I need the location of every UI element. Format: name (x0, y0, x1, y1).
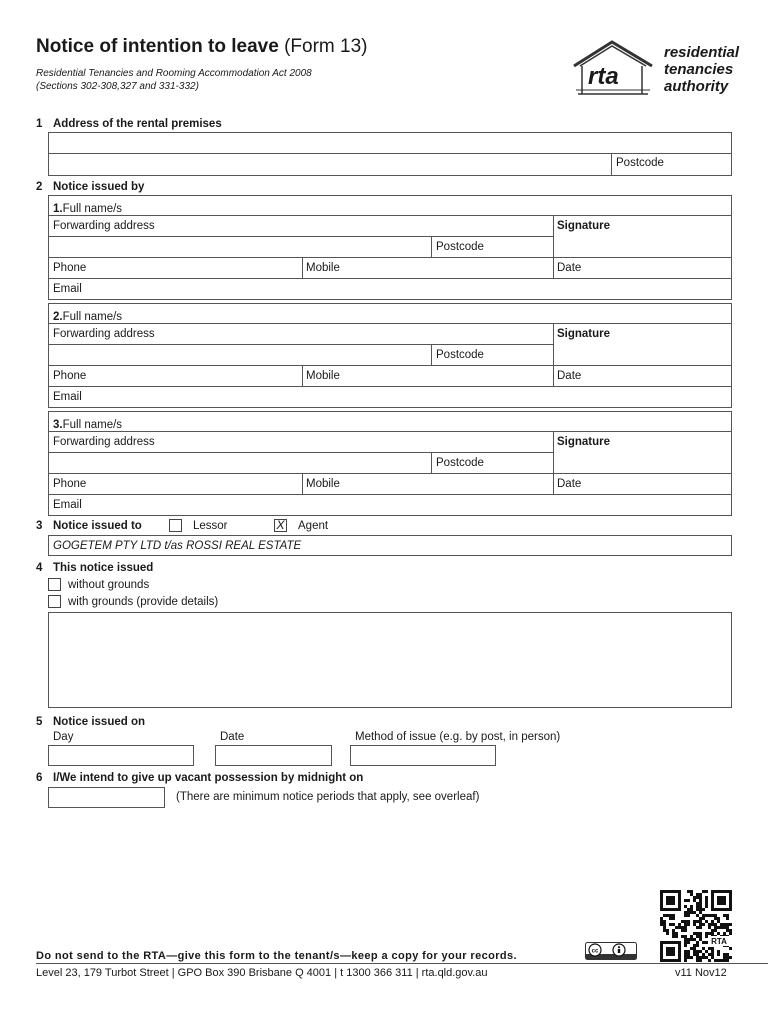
person-1-postcode-label: Postcode (436, 241, 484, 253)
person-2-postcode-label: Postcode (436, 349, 484, 361)
lessor-checkbox[interactable] (169, 519, 182, 532)
logo-wordmark: residential tenancies authority (664, 44, 740, 95)
person-2-phone-label: Phone (53, 370, 87, 382)
address-postcode-label: Postcode (616, 157, 664, 169)
notice-recipient-value: GOGETEM PTY LTD t/as ROSSI REAL ESTATE (53, 540, 302, 552)
footer-divider (36, 963, 768, 964)
section-1-number: 1 (36, 118, 43, 130)
footer-warning: Do not send to the RTA—give this form to the tenant/s—keep a copy for your records. (36, 950, 517, 962)
person-2-block (48, 303, 732, 408)
person-3-forwarding-address-label: Forwarding address (53, 436, 155, 448)
with-grounds-checkbox[interactable] (48, 595, 61, 608)
qr-code (660, 890, 732, 962)
act-reference: Residential Tenancies and Rooming Accommodation Act 2008 (Sections 302-308,327 and 331-332) (36, 68, 312, 92)
full-name-label: Full name/s (62, 419, 123, 431)
person-3-full-name-field[interactable] (53, 415, 122, 433)
footer-address: Level 23, 179 Turbot Street | GPO Box 390 Brisbane Q 4001 | t 1300 366 311 | rta.qld.gov.au (36, 967, 488, 979)
divider (611, 153, 612, 176)
divider (48, 236, 553, 237)
person-1-signature-label: Signature (557, 220, 611, 232)
divider (431, 236, 432, 257)
person-3-signature-label: Signature (557, 436, 611, 448)
person-number: 3. (53, 419, 63, 431)
issue-method-label: Method of issue (e.g. by post, in person) (355, 731, 561, 743)
section-4-number: 4 (36, 562, 43, 574)
person-2-mobile-label: Mobile (306, 370, 340, 382)
section-2-number: 2 (36, 181, 43, 193)
divider (48, 365, 732, 366)
divider (48, 323, 732, 324)
section-6-number: 6 (36, 772, 43, 784)
divider (48, 386, 732, 387)
section-2-title: Notice issued by (53, 181, 145, 193)
creative-commons-badge (585, 942, 637, 960)
full-name-label: Full name/s (62, 311, 123, 323)
person-number: 1. (53, 203, 63, 215)
divider (48, 473, 732, 474)
person-3-date-label: Date (557, 478, 582, 490)
divider (302, 473, 303, 494)
person-2-signature-label: Signature (557, 328, 611, 340)
section-4-title: This notice issued (53, 562, 154, 574)
issue-method-field[interactable] (350, 745, 496, 766)
notice-period-note: (There are minimum notice periods that apply, see overleaf) (176, 791, 480, 803)
vacate-date-field[interactable] (48, 787, 165, 808)
section-5-number: 5 (36, 716, 43, 728)
full-name-label: Full name/s (62, 203, 123, 215)
issue-date-label: Date (220, 731, 245, 743)
divider (302, 257, 303, 278)
svg-text:cc: cc (591, 948, 599, 955)
form-version: v11 Nov12 (675, 967, 727, 979)
section-1-title: Address of the rental premises (53, 118, 222, 130)
person-3-phone-label: Phone (53, 478, 87, 490)
divider (553, 431, 554, 494)
section-3-title: Notice issued to (53, 520, 142, 532)
person-2-full-name-field[interactable] (53, 307, 122, 325)
rta-logo-mark: rta (588, 63, 619, 90)
person-1-forwarding-address-label: Forwarding address (53, 220, 155, 232)
person-3-mobile-label: Mobile (306, 478, 340, 490)
issue-date-field[interactable] (215, 745, 332, 766)
person-1-block (48, 195, 732, 300)
divider (48, 452, 553, 453)
without-grounds-label: without grounds (68, 579, 150, 591)
person-number: 2. (53, 311, 63, 323)
section-6-title: I/We intend to give up vacant possession by midnight on (53, 772, 364, 784)
divider (48, 431, 732, 432)
issue-day-label: Day (53, 731, 74, 743)
address-box[interactable] (48, 132, 732, 176)
divider (431, 344, 432, 365)
with-grounds-label: with grounds (provide details) (68, 596, 219, 608)
agent-label: Agent (298, 520, 329, 532)
divider (48, 257, 732, 258)
divider (48, 494, 732, 495)
without-grounds-checkbox[interactable] (48, 578, 61, 591)
issue-day-field[interactable] (48, 745, 194, 766)
person-1-mobile-label: Mobile (306, 262, 340, 274)
person-1-full-name-field[interactable] (53, 199, 122, 217)
divider (48, 215, 732, 216)
person-2-email-label: Email (53, 391, 82, 403)
person-3-block (48, 411, 732, 516)
grounds-details-box[interactable] (48, 612, 732, 708)
person-1-date-label: Date (557, 262, 582, 274)
person-1-phone-label: Phone (53, 262, 87, 274)
divider (48, 278, 732, 279)
section-5-title: Notice issued on (53, 716, 146, 728)
divider (553, 215, 554, 278)
lessor-label: Lessor (193, 520, 228, 532)
person-3-email-label: Email (53, 499, 82, 511)
section-3-number: 3 (36, 520, 43, 532)
divider (553, 323, 554, 386)
divider (48, 344, 553, 345)
form-title: Notice of intention to leave (Form 13) (36, 36, 368, 57)
person-3-postcode-label: Postcode (436, 457, 484, 469)
person-2-forwarding-address-label: Forwarding address (53, 328, 155, 340)
divider (302, 365, 303, 386)
qr-label: RTA (711, 937, 727, 946)
agent-checkbox[interactable]: X (274, 519, 287, 532)
person-2-date-label: Date (557, 370, 582, 382)
divider (48, 153, 732, 154)
person-1-email-label: Email (53, 283, 82, 295)
divider (431, 452, 432, 473)
